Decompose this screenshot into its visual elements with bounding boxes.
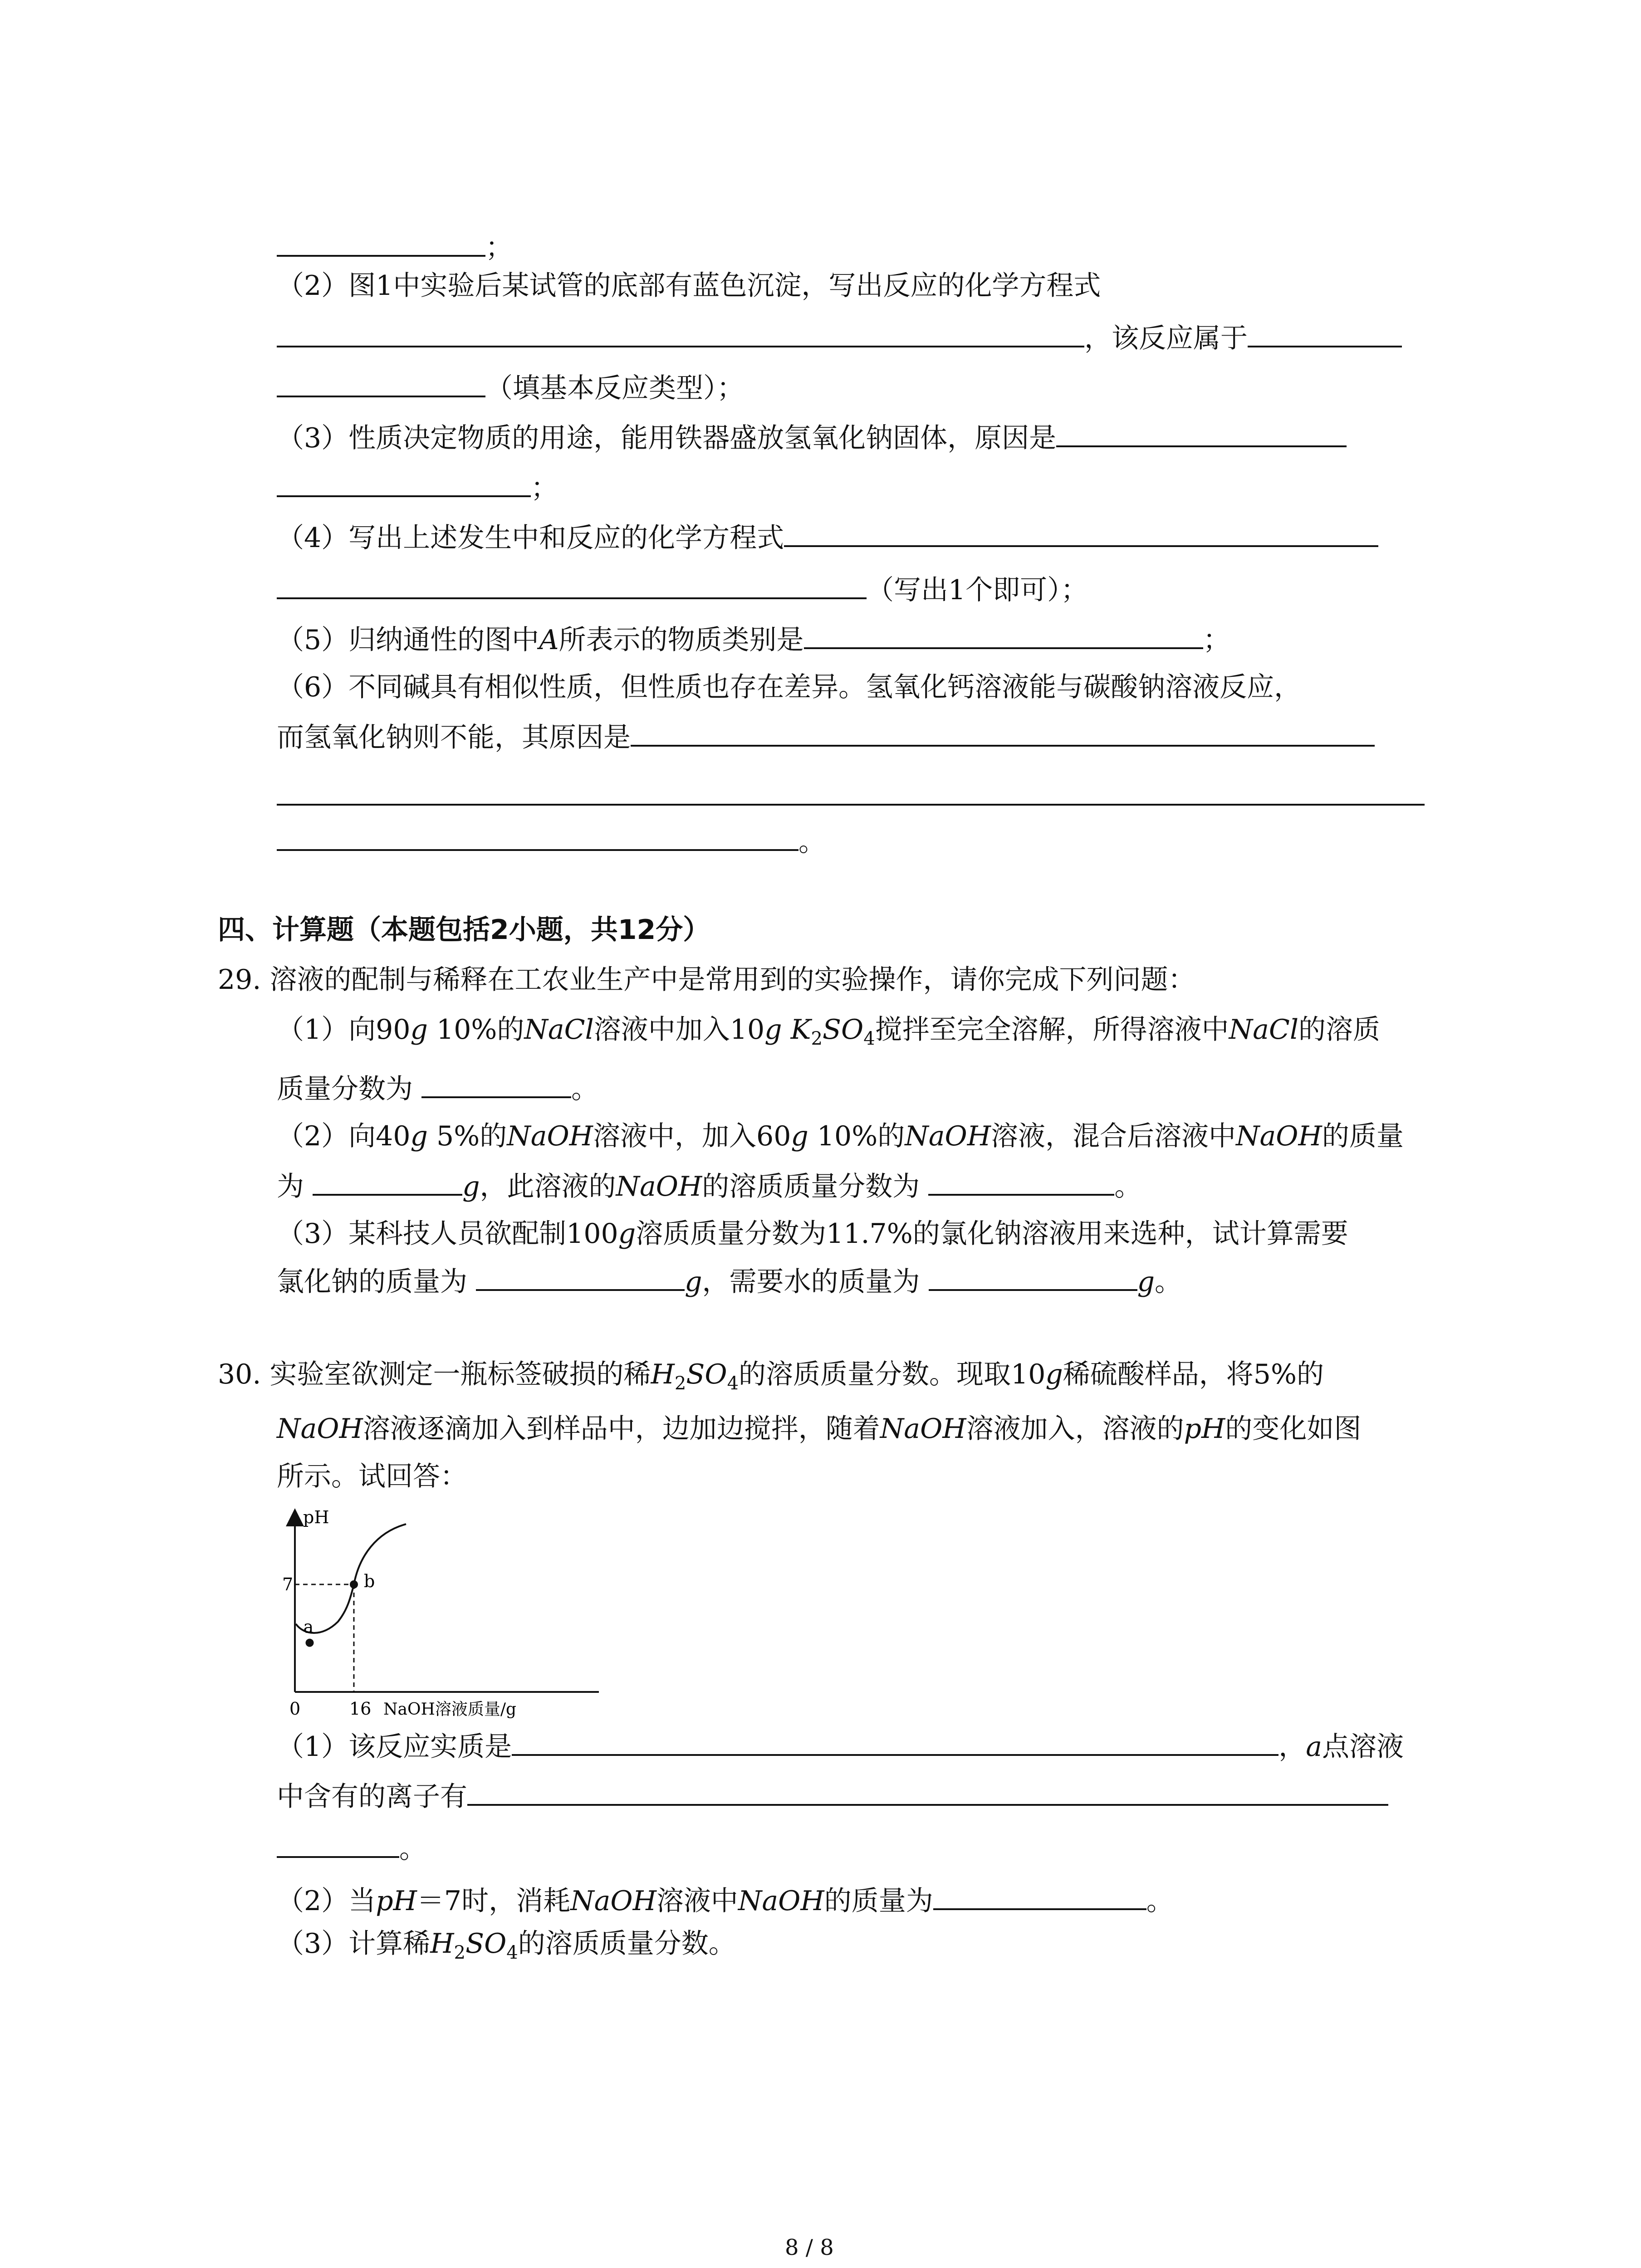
point-b-label: b: [364, 1571, 375, 1591]
q29-intro: 29. 溶液的配制与稀释在工农业生产中是常用到的实验操作，请你完成下列问题：: [218, 964, 1195, 996]
q29-part1-line2: 质量分数为 。: [277, 1068, 598, 1107]
answer-blank[interactable]: [804, 619, 1203, 649]
answer-blank[interactable]: [476, 1261, 685, 1291]
y-axis-label: pH: [303, 1507, 329, 1527]
q29-part2-line2: 为 g，此溶液的NaOH的溶质质量分数为 。: [277, 1166, 1141, 1205]
q28-part2-line3: （填基本反应类型）；: [277, 367, 744, 406]
answer-blank[interactable]: [277, 1828, 399, 1858]
x-tick-label-origin: 0: [289, 1699, 301, 1719]
q30-part2: （2）当pH＝7时，消耗NaOH溶液中NaOH的质量为 。: [277, 1880, 1174, 1919]
q29-part2: （2）向40g 5%的NaOH溶液中，加入60g 10%的NaOH溶液，混合后溶液中NaOH的质量: [277, 1120, 1404, 1152]
answer-blank[interactable]: [421, 1068, 571, 1098]
answer-blank[interactable]: [784, 517, 1378, 547]
answer-blank[interactable]: [928, 1166, 1114, 1196]
q30-intro: 30. 实验室欲测定一瓶标签破损的稀$H_2SO_4$的溶质质量分数。现取10g稀硫酸样品，将5%的: [218, 1359, 1324, 1394]
answer-blank[interactable]: [277, 821, 798, 851]
q30-part1-line2: 中含有的离子有: [277, 1776, 1388, 1815]
section-heading: 四、计算题（本题包括2小题，共12分）: [218, 914, 710, 946]
q28-part3-line2: ；: [277, 467, 558, 506]
q28-part6-line1: （6）不同碱具有相似性质，但性质也存在差异。氢氧化钙溶液能与碳酸钠溶液反应，: [277, 671, 1302, 703]
x-axis-label: NaOH溶液质量/g: [383, 1700, 517, 1719]
answer-blank[interactable]: [277, 804, 1425, 806]
point-a: [306, 1639, 314, 1647]
q28-part4-line2: （写出1个即可）；: [277, 569, 1088, 608]
answer-blank[interactable]: [277, 227, 485, 257]
answer-blank[interactable]: [929, 1261, 1137, 1291]
q30-part1: （1）该反应实质是 ，a点溶液: [277, 1726, 1404, 1765]
q28-part6-line2: 而氢氧化钠则不能，其原因是: [277, 717, 1375, 756]
q30-part1-line3: 。: [277, 1828, 426, 1867]
x-tick-label: 16: [349, 1699, 372, 1719]
answer-blank[interactable]: [277, 569, 867, 599]
q30-intro-line3: 所示。试回答：: [277, 1461, 467, 1492]
q29-part3-line2: 氯化钠的质量为 g，需要水的质量为 g。: [277, 1261, 1182, 1300]
answer-blank[interactable]: [512, 1726, 1279, 1756]
answer-blank[interactable]: [631, 717, 1375, 747]
q29-part1: （1）向90g 10%的NaCl溶液中加入10g $K_2SO_4$搅拌至完全溶解，所得溶液中NaCl的溶质: [277, 1014, 1381, 1049]
q30-part3: （3）计算稀$H_2SO_4$的溶质质量分数。: [277, 1928, 736, 1963]
answer-blank[interactable]: [313, 1166, 462, 1196]
q30-intro-line2: NaOH溶液逐滴加入到样品中，边加边搅拌，随着NaOH溶液加入，溶液的pH的变化如图: [277, 1413, 1362, 1445]
q28-part4: （4）写出上述发生中和反应的化学方程式: [277, 517, 1378, 556]
ph-titration-chart: [254, 1501, 608, 1719]
q28-part6-line4: 。: [277, 821, 826, 860]
answer-blank[interactable]: [1056, 417, 1347, 447]
q28-answer-line-1: ；: [277, 227, 513, 266]
answer-blank[interactable]: [277, 467, 531, 497]
answer-blank[interactable]: [1248, 318, 1402, 347]
answer-blank[interactable]: [277, 367, 485, 397]
q28-part2: （2）图1中实验后某试管的底部有蓝色沉淀，写出反应的化学方程式: [277, 270, 1101, 302]
point-b: [350, 1580, 358, 1589]
q28-part5: （5）归纳通性的图中A所表示的物质类别是 ；: [277, 619, 1230, 658]
q28-part3: （3）性质决定物质的用途，能用铁器盛放氢氧化钠固体，原因是: [277, 417, 1347, 456]
answer-blank[interactable]: [933, 1880, 1146, 1910]
answer-blank[interactable]: [277, 318, 1084, 347]
answer-blank[interactable]: [467, 1776, 1388, 1806]
point-a-label: a: [303, 1617, 314, 1637]
q29-part3: （3）某科技人员欲配制100g溶质质量分数为11.7%的氯化钠溶液用来选种，试计算需要: [277, 1218, 1348, 1250]
page-number: 8 / 8: [785, 2235, 834, 2260]
y-tick-label: 7: [282, 1574, 294, 1594]
q28-part2-line2: ，该反应属于: [277, 318, 1402, 357]
